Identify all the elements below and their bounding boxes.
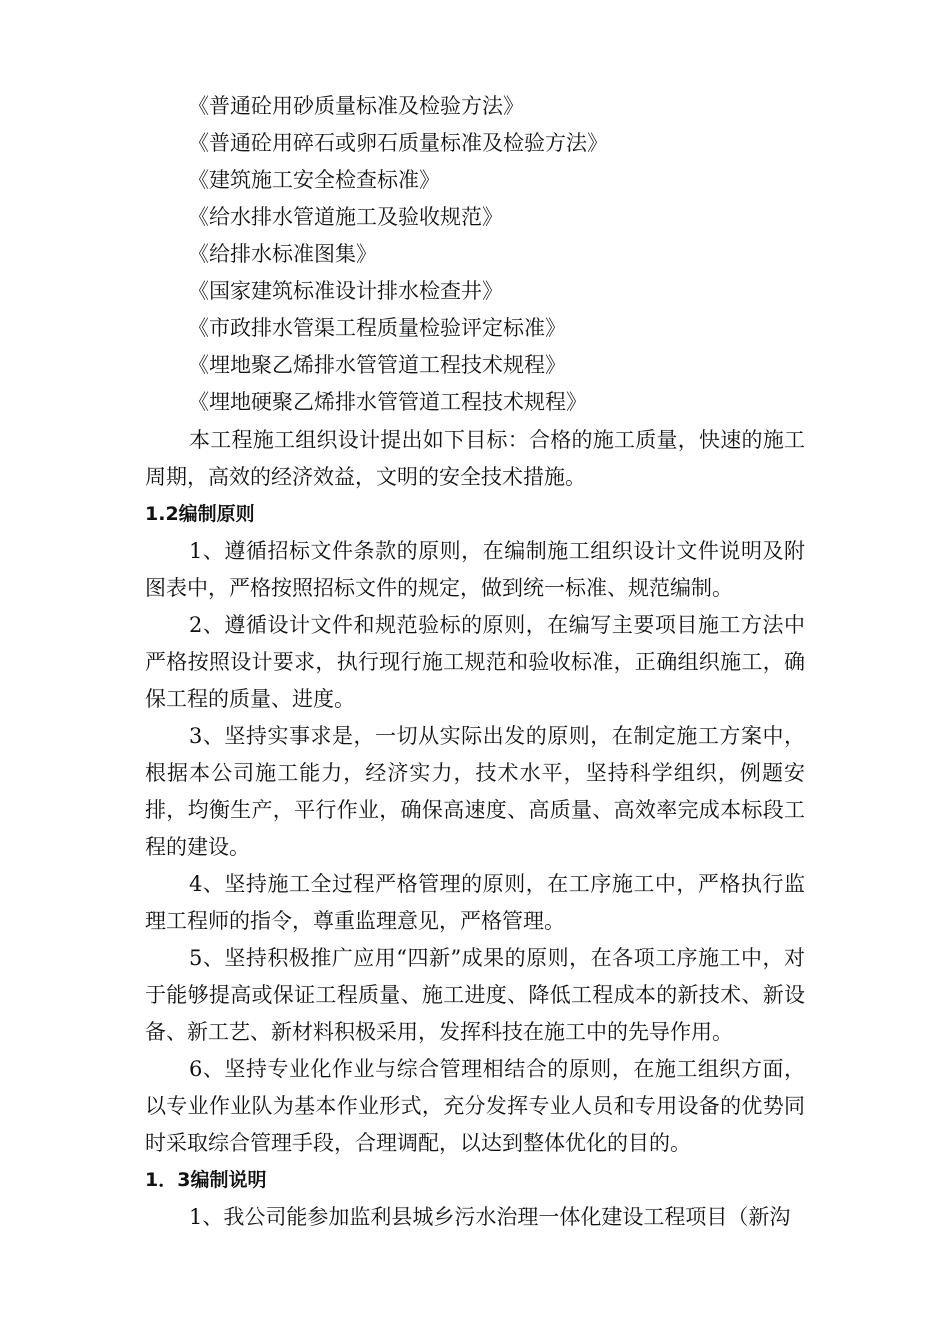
standard-item: 《给排水标准图集》: [188, 242, 377, 266]
standard-item: 《普通砼用砂质量标准及检验方法》: [188, 94, 524, 118]
section-heading-1-2: 1.2编制原则: [145, 503, 255, 525]
principle-paragraph: 6、坚持专业化作业与综合管理相结合的原则，在施工组织方面，以专业作业队为基本作业形式，充分发挥专业人员和专用设备的优势同时采取综合管理手段，合理调配，以达到整体优化的目的。: [145, 1057, 805, 1155]
section-heading-1-3: 1．3编制说明: [145, 1169, 267, 1191]
principle-paragraph: 5、坚持积极推广应用“四新”成果的原则，在各项工序施工中，对于能够提高或保证工程质量、施工进度、降低工程成本的新技术、新设备、新工艺、新材料积极采用，发挥科技在施工中的先导作用。: [145, 946, 805, 1044]
standard-item: 《市政排水管渠工程质量检验评定标准》: [188, 316, 566, 340]
standard-item: 《建筑施工安全检查标准》: [188, 168, 440, 192]
standard-item: 《国家建筑标准设计排水检查井》: [188, 279, 503, 303]
explanation-paragraph: 1、我公司能参加监利县城乡污水治理一体化建设工程项目（新沟: [189, 1205, 791, 1229]
principle-paragraph: 4、坚持施工全过程严格管理的原则，在工序施工中，严格执行监理工程师的指令，尊重监理意见，严格管理。: [145, 872, 805, 933]
principle-paragraph: 1、遵循招标文件条款的原则，在编制施工组织设计文件说明及附图表中，严格按照招标文件的规定，做到统一标准、规范编制。: [145, 539, 805, 600]
standard-item: 《给水排水管道施工及验收规范》: [188, 205, 503, 229]
goals-paragraph: 本工程施工组织设计提出如下目标：合格的施工质量，快速的施工周期，高效的经济效益，文明的安全技术措施。: [145, 428, 805, 489]
document-body: [0, 422, 950, 1236]
principle-paragraph: 3、坚持实事求是，一切从实际出发的原则，在制定施工方案中，根据本公司施工能力，经济实力，技术水平，坚持科学组织，例题安排，均衡生产，平行作业，确保高速度、高质量、高效率完成本标段工程的建设。: [145, 724, 805, 859]
standard-item: 《埋地聚乙烯排水管管道工程技术规程》: [188, 353, 566, 377]
principle-paragraph: 2、遵循设计文件和规范验标的原则，在编写主要项目施工方法中严格按照设计要求，执行现行施工规范和验收标准，正确组织施工，确保工程的质量、进度。: [145, 613, 805, 711]
standard-item: 《普通砼用碎石或卵石质量标准及检验方法》: [188, 131, 608, 155]
standards-list: [0, 88, 950, 421]
standard-item: 《埋地硬聚乙烯排水管管道工程技术规程》: [188, 390, 587, 414]
